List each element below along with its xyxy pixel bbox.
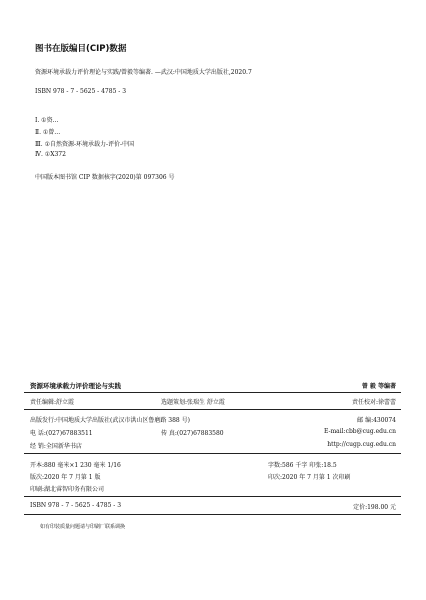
price: 定价:198.00 元	[353, 504, 396, 511]
edition: 版次:2020 年 7 月第 1 版	[30, 474, 101, 481]
book-title: 资源环境承载力评价理论与实践	[30, 382, 121, 390]
colophon-isbn: ISBN 978 - 7 - 5625 - 4785 - 3	[30, 502, 122, 509]
cip-heading: 图书在版编目(CIP)数据	[35, 44, 127, 54]
cip-library-record: 中国版本图书馆 CIP 数据核字(2020)第 097306 号	[35, 174, 175, 181]
word-count: 字数:586 千字 印张:18.5	[268, 462, 337, 469]
topic-planner: 选题策划:张瑞生 舒立霞	[161, 399, 225, 406]
printer: 印刷:湖北睿智印务有限公司	[30, 486, 105, 493]
responsible-proofreader: 责任校对:徐蕾蕾	[351, 399, 396, 406]
publisher: 出版发行:中国地质大学出版社(武汉市洪山区鲁磨路 388 号)	[30, 417, 190, 424]
divider	[24, 496, 401, 497]
email: E-mail:cbb@cug.edu.cn	[323, 428, 396, 435]
responsible-editor: 责任编辑:舒立霞	[30, 399, 75, 406]
divider	[24, 453, 401, 454]
footer-note: 如有印装质量问题请与印刷厂联系调换	[40, 524, 126, 530]
divider	[24, 409, 401, 410]
phone: 电 话:(027)67883511	[30, 430, 93, 437]
postcode: 邮 编:430074	[357, 417, 396, 424]
fax: 传 真:(027)67883580	[161, 430, 224, 437]
divider	[24, 392, 401, 393]
book-format: 开本:880 毫米×1 230 毫米 1/16	[30, 462, 121, 469]
cip-isbn: ISBN 978 - 7 - 5625 - 4785 - 3	[35, 88, 127, 95]
book-authors: 曾 毅 等编著	[361, 383, 396, 390]
website: http://cugp.cug.edu.cn	[327, 441, 396, 448]
divider	[24, 514, 401, 515]
cip-subject-1: Ⅰ. ①资…	[35, 117, 59, 124]
cip-subject-2: Ⅱ. ①曾…	[35, 129, 61, 136]
cip-citation: 资源环境承载力评价理论与实践/曾毅等编著. —武汉:中国地质大学出版社,2020.7	[35, 69, 252, 76]
cip-subject-4: Ⅳ. ①X372	[35, 151, 66, 158]
printing: 印次:2020 年 7 月第 1 次印刷	[268, 474, 351, 481]
distributor: 经 销:全国新华书店	[30, 443, 82, 450]
cip-subject-3: Ⅲ. ①自然资源-环境承载力-评价-中国	[35, 141, 135, 148]
